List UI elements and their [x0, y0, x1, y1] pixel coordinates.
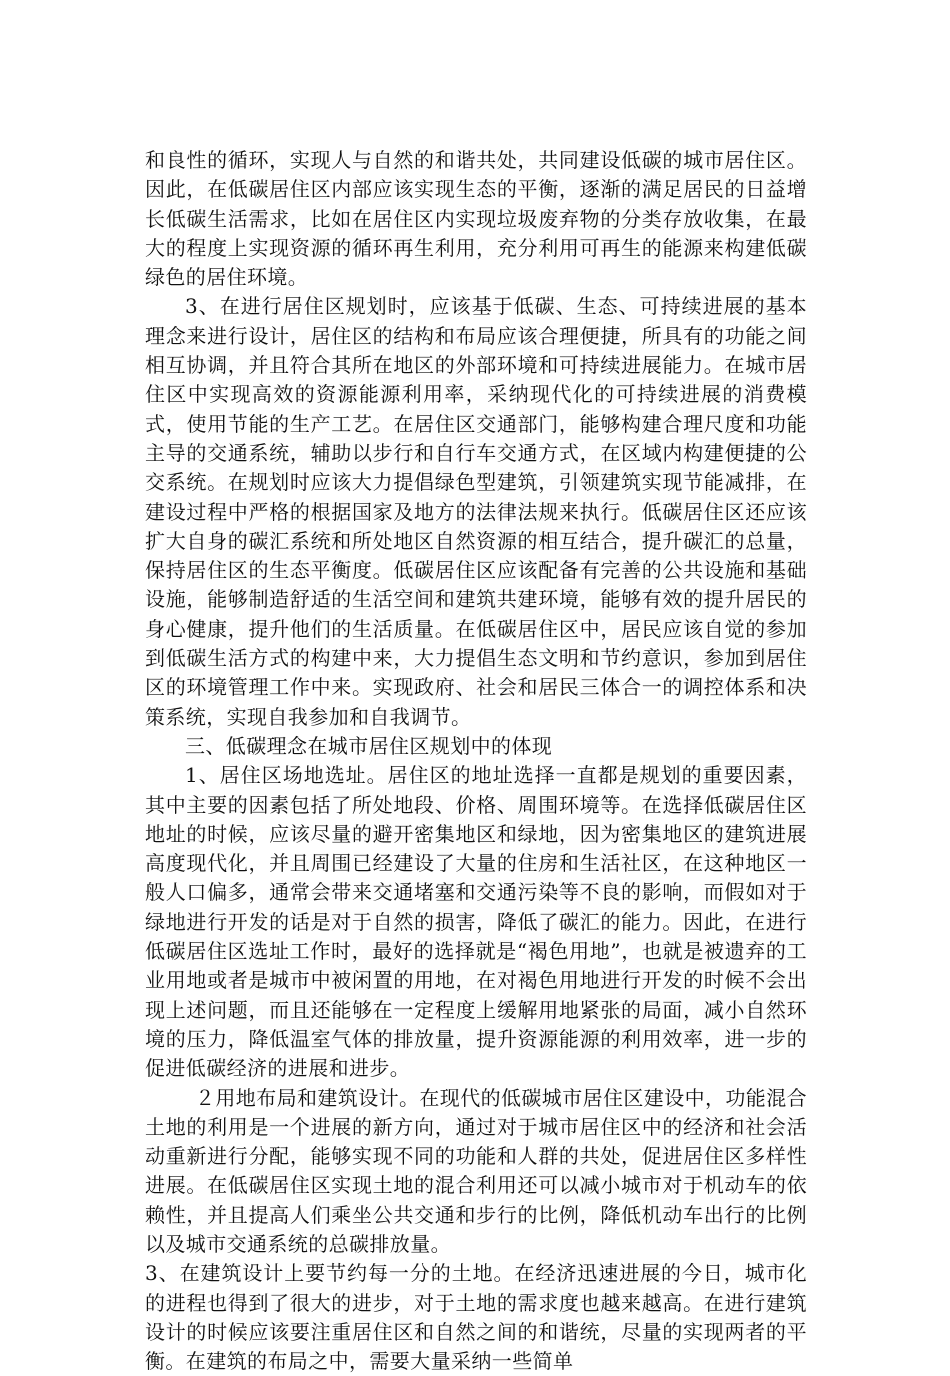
body-paragraph-1: 和良性的循环，实现人与自然的和谐共处，共同建设低碳的城市居住区。因此，在低碳居住区内部应该实现生态的平衡，逐渐的满足居民的日益增长低碳生活需求，比如在居住区内实现垃圾废弃物的分类存放收集，在最大的程度上实现资源的循环再生利用，充分利用可再生的能源来构建低碳绿色的居住环境。	[145, 148, 807, 290]
section-heading: 三、低碳理念在城市居住区规划中的体现	[185, 733, 553, 758]
body-paragraph-4: ２用地布局和建筑设计。在现代的低碳城市居住区建设中，功能混合土地的利用是一个进展的新方向，通过对于城市居住区中的经济和社会活动重新进行分配，能够实现不同的功能和人群的共处，促进居住区多样性进展。在低碳居住区实现土地的混合利用还可以减小城市对于机动车的依赖性，并且提高人们乘坐公共交通和步行的比例，降低机动车出行的比例以及城市交通系统的总碳排放量。	[145, 1085, 807, 1256]
body-paragraph-2: 3、在进行居住区规划时，应该基于低碳、生态、可持续进展的基本理念来进行设计，居住区的结构和布局应该合理便捷，所具有的功能之间相互协调，并且符合其所在地区的外部环境和可持续进展能力。在城市居住区中实现高效的资源能源利用率，采纳现代化的可持续进展的消费模式，使用节能的生产工艺。在居住区交通部门，能够构建合理尺度和功能主导的交通系统，辅助以步行和自行车交通方式，在区域内构建便捷的公交系统。在规划时应该大力提倡绿色型建筑，引领建筑实现节能减排，在建设过程中严格的根据国家及地方的法律法规来执行。低碳居住区还应该扩大自身的碳汇系统和所处地区自然资源的相互结合，提升碳汇的总量，保持居住区的生态平衡度。低碳居住区应该配备有完善的公共设施和基础设施，能够制造舒适的生活空间和建筑共建环境，能够有效的提升居民的身心健康，提升他们的生活质量。在低碳居住区中，居民应该自觉的参加到低碳生活方式的构建中来，大力提倡生态文明和节约意识，参加到居住区的环境管理工作中来。实现政府、社会和居民三体合一的调控体系和决策系统，实现自我参加和自我调节。	[145, 294, 807, 729]
document-page	[145, 146, 807, 1376]
body-paragraph-3: 1、居住区场地选址。居住区的地址选择一直都是规划的重要因素，其中主要的因素包括了所处地段、价格、周围环境等。在选择低碳居住区地址的时候，应该尽量的避开密集地区和绿地，因为密集地区的建筑进展高度现代化，并且周围已经建设了大量的住房和生活社区，在这种地区一般人口偏多，通常会带来交通堵塞和交通污染等不良的影响，而假如对于绿地进行开发的话是对于自然的损害，降低了碳汇的能力。因此，在进行低碳居住区选址工作时，最好的选择就是“褐色用地”，也就是被遗弃的工业用地或者是城市中被闲置的用地，在对褐色用地进行开发的时候不会出现上述问题，而且还能够在一定程度上缓解用地紧张的局面，减小自然环境的压力，降低温室气体的排放量，提升资源能源的利用效率，进一步的促进低碳经济的进展和进步。	[145, 763, 807, 1081]
body-paragraph-5: 3、在建筑设计上要节约每一分的土地。在经济迅速进展的今日，城市化的进程也得到了很大的进步，对于土地的需求度也越来越高。在进行建筑设计的时候应该要注重居住区和自然之间的和谐统，尽量的实现两者的平衡。在建筑的布局之中，需要大量采纳一些简单	[145, 1261, 807, 1374]
